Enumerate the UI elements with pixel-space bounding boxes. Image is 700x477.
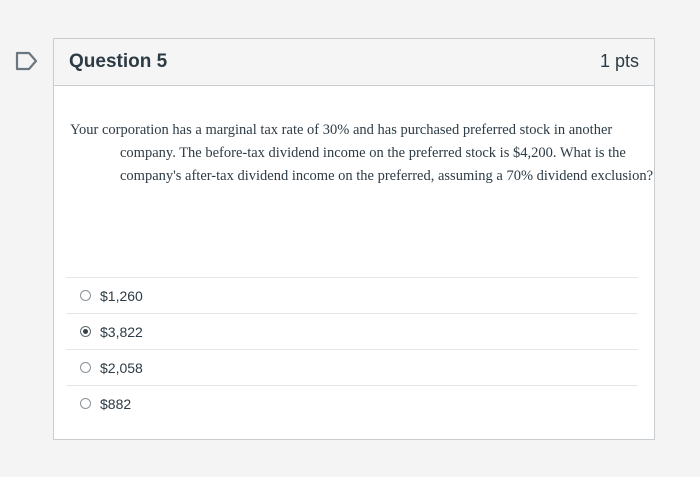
answer-label: $882 <box>100 395 132 412</box>
question-title: Question 5 <box>69 51 168 72</box>
answer-option[interactable] <box>66 349 638 385</box>
answer-label: $3,822 <box>100 323 143 340</box>
radio-button-selected[interactable] <box>80 326 91 337</box>
question-text: Your corporation has a marginal tax rate of 30% and has purchased preferred stock in another company. The before-tax dividend income on the preferred stock is $4,200. What is the company's after-tax dividend income on the preferred, assuming a 70% dividend exclusion? <box>70 122 654 184</box>
answer-label: $1,260 <box>100 287 143 304</box>
question-points: 1 pts <box>599 51 639 71</box>
radio-button[interactable] <box>80 290 91 301</box>
answer-option[interactable] <box>66 313 638 349</box>
flag-question-icon[interactable] <box>15 51 39 71</box>
answer-label: $2,058 <box>100 359 143 376</box>
question-header <box>54 39 654 86</box>
question-card <box>53 38 655 440</box>
radio-button[interactable] <box>80 362 91 373</box>
answer-option[interactable] <box>66 385 638 421</box>
answer-list <box>66 277 638 421</box>
radio-button[interactable] <box>80 398 91 409</box>
answer-option[interactable] <box>66 277 638 313</box>
